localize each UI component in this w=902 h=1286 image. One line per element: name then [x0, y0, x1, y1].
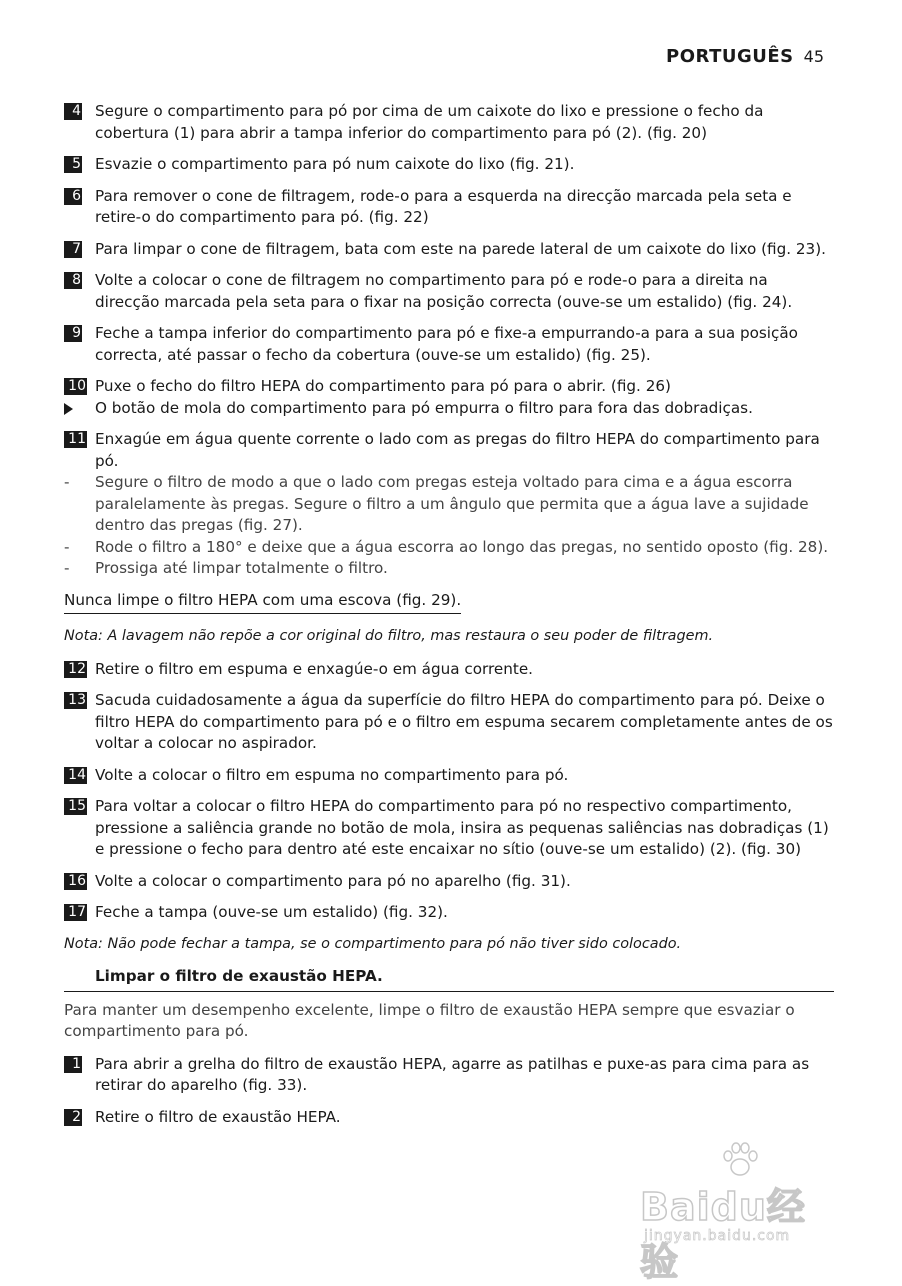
dash-icon: - [64, 559, 70, 577]
manual-content [64, 101, 834, 1138]
step-number-badge: 12 [64, 661, 87, 678]
step-13 [64, 690, 834, 755]
step-text: Para limpar o cone de filtragem, bata com este na parede lateral de um caixote do lixo (fig. 23). [95, 239, 826, 258]
step-number-badge: 5 [64, 156, 82, 173]
baidu-watermark [640, 1140, 840, 1284]
step-text: Para remover o cone de filtragem, rode-o para a esquerda na direcção marcada pela seta e retire-o do compartimento para pó. (fig. 22) [95, 186, 792, 226]
step-number-badge: 13 [64, 692, 87, 709]
step-text: Enxagúe em água quente corrente o lado com as pregas do filtro HEPA do compartimento para pó. [95, 430, 820, 470]
step-14 [64, 765, 834, 787]
exhaust-step-1 [64, 1054, 834, 1097]
step-8 [64, 270, 834, 313]
step-11 [64, 429, 834, 472]
paw-icon [720, 1140, 760, 1180]
step-number-badge: 14 [64, 767, 87, 784]
step-number-badge: 11 [64, 431, 87, 448]
step-text: Feche a tampa (ouve-se um estalido) (fig. 32). [95, 903, 448, 921]
dash-text: Rode o filtro a 180° e deixe que a água escorra ao longo das pregas, no sentido oposto (fig. 28). [95, 537, 829, 556]
dash-icon: - [64, 537, 70, 556]
step-17 [64, 902, 834, 924]
step-text: Volte a colocar o cone de filtragem no compartimento para pó e rode-o para a direita na direcção marcada pela seta para o fixar na posição correcta (ouve-se um estalido) (fig. 24). [95, 271, 793, 311]
step-number-badge: 8 [64, 272, 82, 289]
step-text: Puxe o fecho do filtro HEPA do compartimento para pó para o abrir. (fig. 26) [95, 377, 671, 395]
step-text: Volte a colocar o compartimento para pó no aparelho (fig. 31). [95, 871, 571, 890]
section-intro: Para manter um desempenho excelente, limpe o filtro de exaustão HEPA sempre que esvaziar o compartimento para pó. [64, 1000, 795, 1040]
result-arrow-icon [64, 398, 82, 422]
step-5 [64, 154, 834, 176]
step-4 [64, 101, 834, 144]
step-10 [64, 376, 834, 398]
bullet-text: O botão de mola do compartimento para pó empurra o filtro para fora das dobradiças. [95, 398, 753, 417]
step-text: Esvazie o compartimento para pó num caixote do lixo (fig. 21). [95, 155, 575, 173]
step-number-badge: 15 [64, 798, 87, 815]
step-number-badge: 17 [64, 904, 87, 921]
step-text: Sacuda cuidadosamente a água da superfície do filtro HEPA do compartimento para pó. Deixe o filtro HEPA do compartimento para pó e o filtro em espuma secarem completamente antes de os voltar a colocar no aspirador. [95, 691, 833, 752]
dash-icon: - [64, 473, 70, 491]
dash-item [64, 472, 834, 537]
page-number: 45 [803, 47, 824, 66]
step-number-badge: 1 [64, 1056, 82, 1073]
result-bullet [64, 398, 834, 420]
step-number-badge: 9 [64, 325, 82, 342]
step-text: Retire o filtro de exaustão HEPA. [95, 1107, 341, 1126]
step-15 [64, 796, 834, 861]
step-number-badge: 4 [64, 103, 82, 120]
dash-item [64, 537, 834, 559]
step-number-badge: 2 [64, 1109, 82, 1126]
dash-text: Segure o filtro de modo a que o lado com pregas esteja voltado para cima e a água escorra paralelamente às pregas. Segure o filtro a um ângulo que permita que a água lave a sujidade dentro das pregas (fig. 27). [95, 473, 809, 534]
dash-text: Prossiga até limpar totalmente o filtro. [95, 559, 388, 577]
step-text: Feche a tampa inferior do compartimento para pó e fixe-a empurrando-a para a sua posição correcta, até passar o fecho da cobertura (ouve-se um estalido) (fig. 25). [95, 324, 798, 364]
warning-text: Nunca limpe o filtro HEPA com uma escova (fig. 29). [64, 590, 461, 615]
step-text: Volte a colocar o filtro em espuma no compartimento para pó. [95, 765, 569, 784]
exhaust-step-2 [64, 1107, 834, 1129]
dash-item [64, 558, 834, 580]
step-text: Segure o compartimento para pó por cima de um caixote do lixo e pressione o fecho da cobertura (1) para abrir a tampa inferior do compartimento para pó (2). (fig. 20) [95, 102, 764, 142]
step-text: Para abrir a grelha do filtro de exaustão HEPA, agarre as patilhas e puxe-as para cima para as retirar do aparelho (fig. 33). [95, 1054, 810, 1094]
step-number-badge: 16 [64, 873, 87, 890]
watermark-url: jingyan.baidu.com [644, 1228, 791, 1244]
step-16 [64, 871, 834, 893]
step-6 [64, 186, 834, 229]
note-text: Nota: A lavagem não repõe a cor original do filtro, mas restaura o seu poder de filtragem. [64, 628, 714, 644]
language-title: PORTUGUÊS [666, 46, 794, 67]
section-heading: Limpar o filtro de exaustão HEPA. [64, 966, 834, 992]
step-9 [64, 323, 834, 366]
watermark-brand: Baidu经验 [640, 1185, 806, 1284]
step-text: Retire o filtro em espuma e enxagúe-o em água corrente. [95, 659, 534, 678]
step-number-badge: 6 [64, 188, 82, 205]
note-text: Nota: Não pode fechar a tampa, se o compartimento para pó não tiver sido colocado. [64, 935, 682, 952]
step-number-badge: 10 [64, 378, 87, 395]
step-text: Para voltar a colocar o filtro HEPA do compartimento para pó no respectivo compartimento, pressione a saliência grande no botão de mola, insira as pequenas saliências nas dobradiças (1) e pressione o fecho para dentro até este encaixar no sítio (ouve-se um estalido) (2). (fig. 30) [95, 797, 829, 858]
step-12 [64, 659, 834, 681]
step-number-badge: 7 [64, 241, 82, 258]
page-header [666, 46, 824, 67]
step-7 [64, 239, 834, 261]
